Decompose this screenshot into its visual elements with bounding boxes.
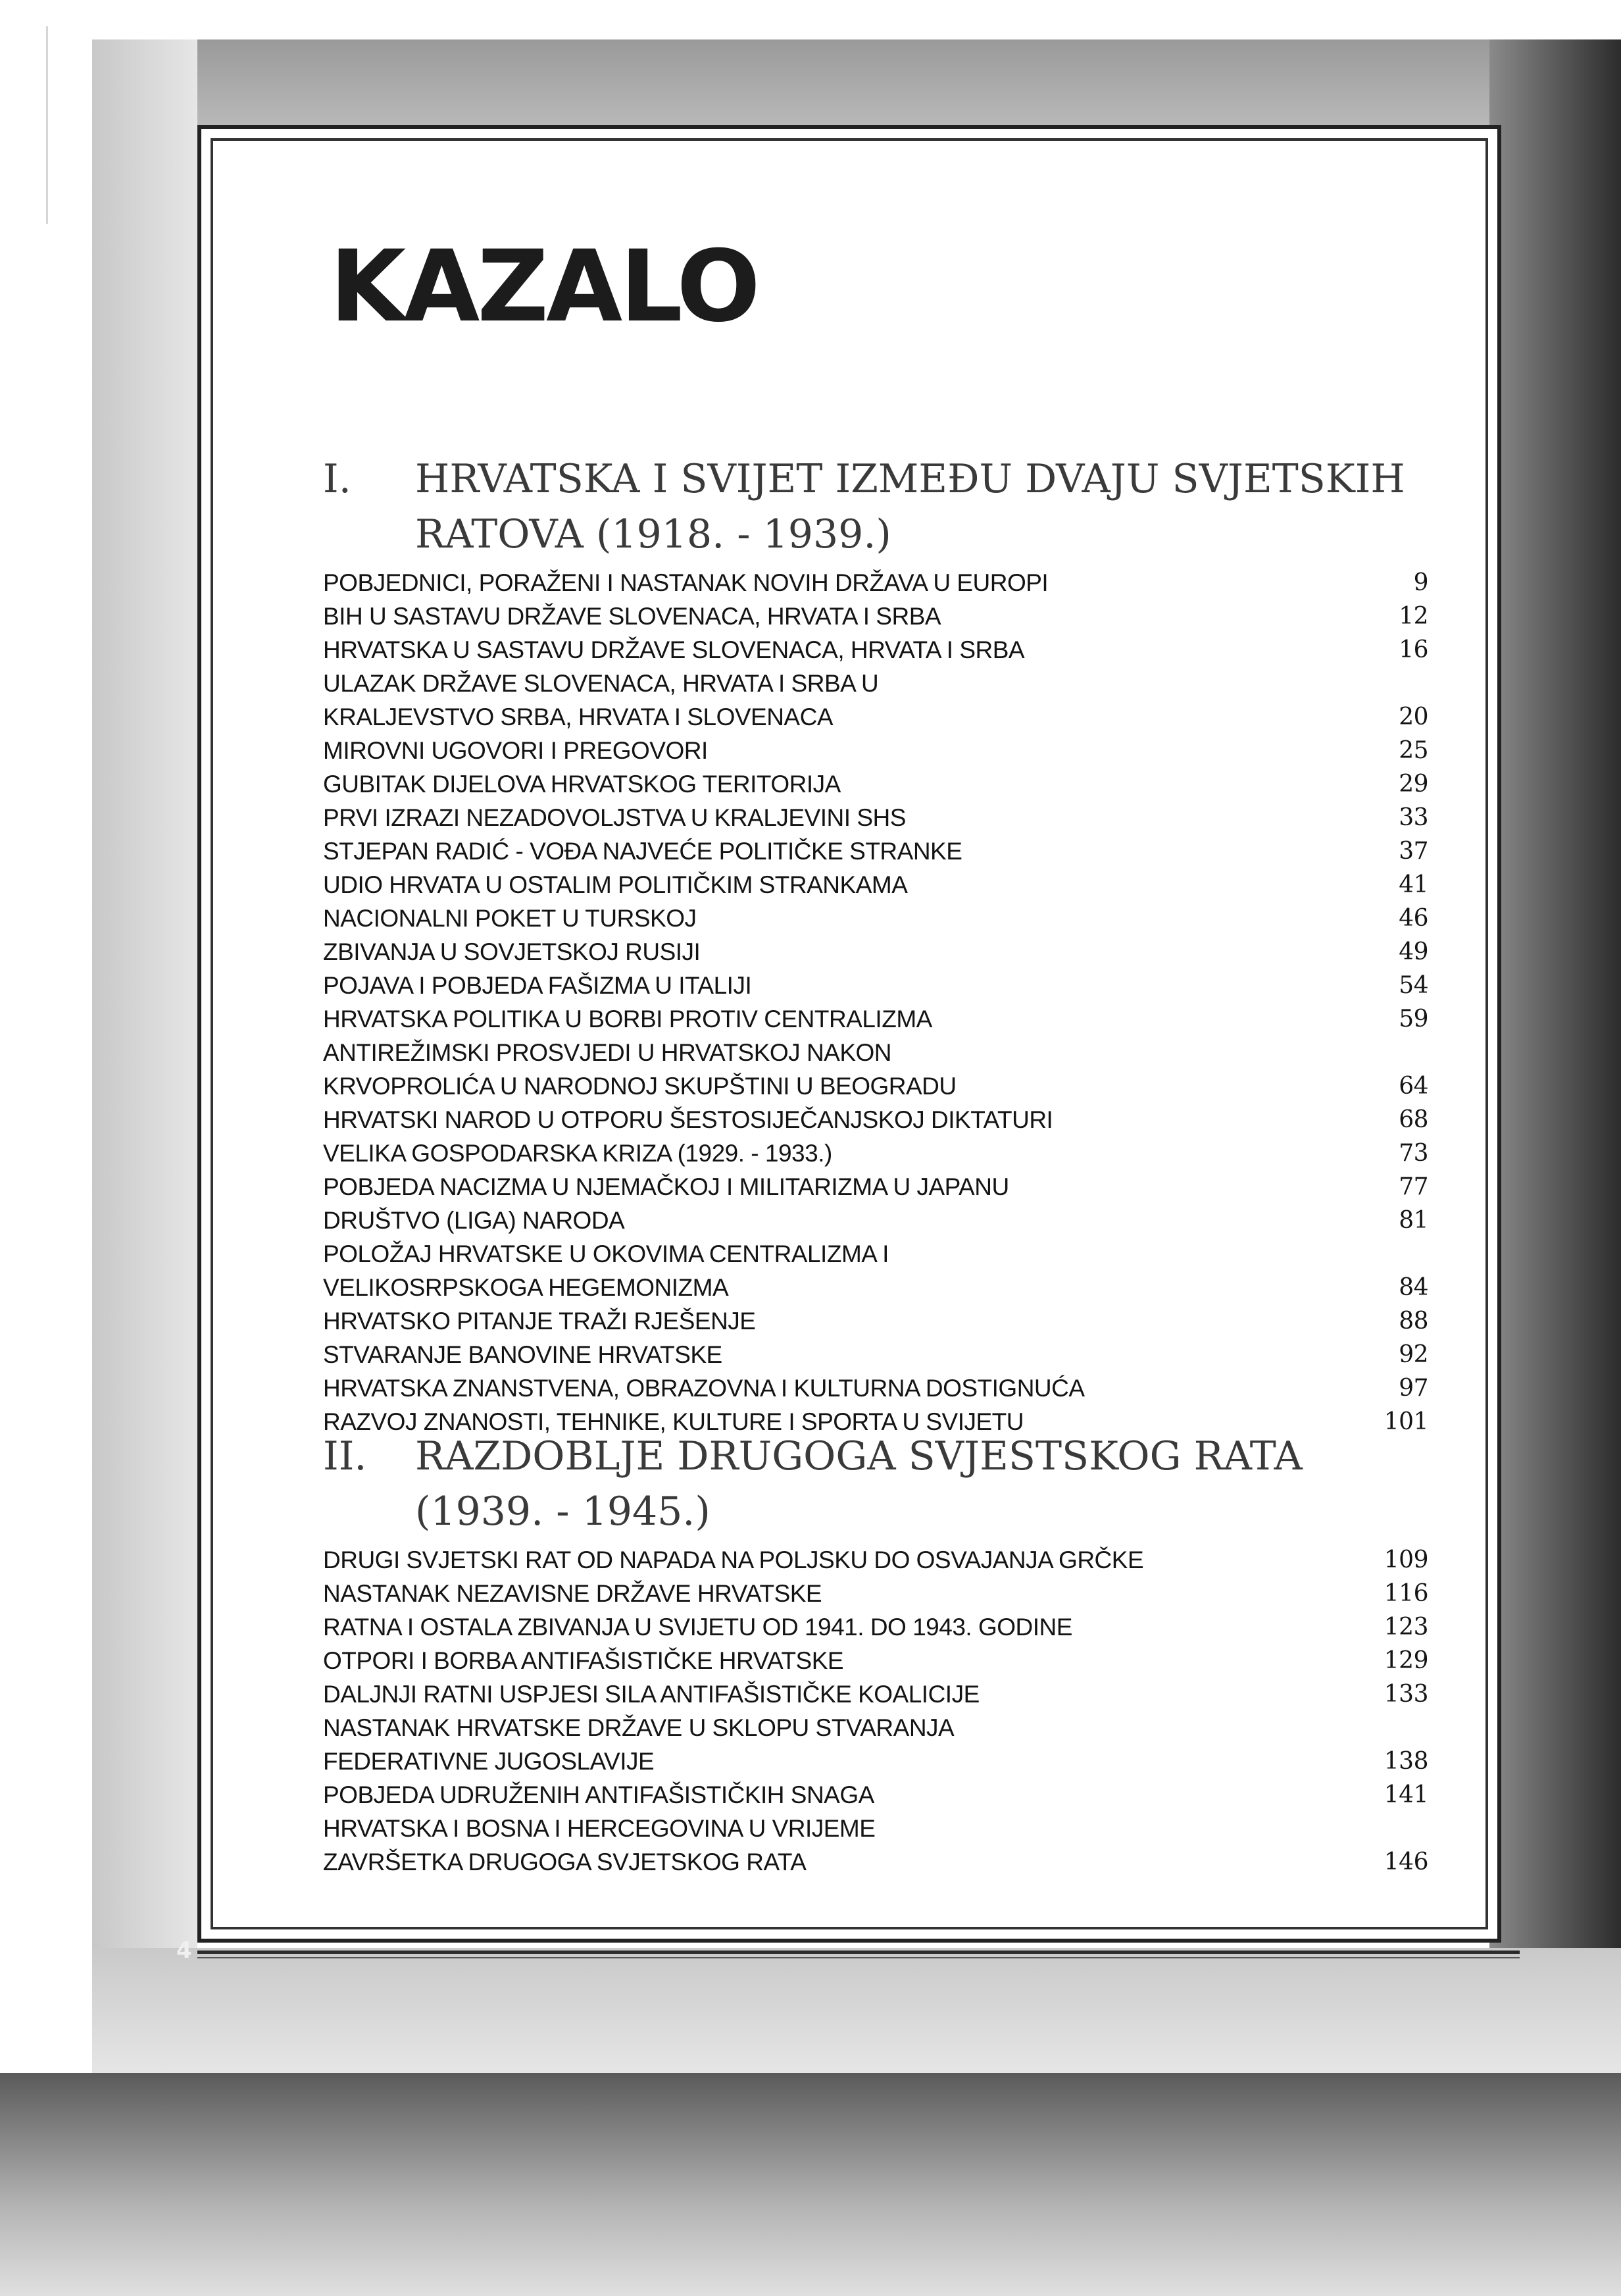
toc-entry-title: NASTANAK NEZAVISNE DRŽAVE HRVATSKE	[323, 1580, 822, 1607]
toc-entry-page: 116	[1384, 1580, 1428, 1607]
toc-entry-page: 12	[1399, 603, 1428, 630]
toc-entry	[323, 1170, 1428, 1204]
toc-entry-page: 73	[1399, 1140, 1428, 1167]
toc-entry	[323, 1002, 1428, 1036]
toc-entry-title: HRVATSKA I BOSNA I HERCEGOVINA U VRIJEME	[323, 1815, 876, 1842]
toc-entry-page: 49	[1399, 938, 1428, 965]
toc-entry-title: NASTANAK HRVATSKE DRŽAVE U SKLOPU STVARANJA	[323, 1714, 955, 1741]
toc-entry-title: VELIKA GOSPODARSKA KRIZA (1929. - 1933.)	[323, 1140, 832, 1167]
toc-entry-title: ANTIREŽIMSKI PROSVJEDI U HRVATSKOJ NAKON	[323, 1039, 892, 1066]
page-number: 4	[176, 1937, 192, 1964]
toc-entry-page: 33	[1399, 804, 1428, 831]
footer-rule-thin	[197, 1957, 1520, 1958]
toc-entry-page: 64	[1399, 1073, 1428, 1100]
section-number: I.	[323, 456, 351, 502]
toc-entry	[323, 1677, 1428, 1711]
toc-entry	[323, 1271, 1428, 1304]
toc-entry-page: 123	[1384, 1614, 1428, 1641]
toc-entry-title: STJEPAN RADIĆ - VOĐA NAJVEĆE POLITIČKE STRANKE	[323, 838, 962, 865]
toc-entry-page: 92	[1399, 1341, 1428, 1368]
toc-entry-title: DALJNJI RATNI USPJESI SILA ANTIFAŠISTIČKE KOALICIJE	[323, 1681, 980, 1708]
toc-entry	[323, 1136, 1428, 1170]
toc-entry	[323, 633, 1428, 667]
page-title: KAZALO	[330, 230, 758, 344]
toc-entry-page: 97	[1399, 1375, 1428, 1402]
toc-entry	[323, 600, 1428, 633]
toc-entry-title: POBJEDA UDRUŽENIH ANTIFAŠISTIČKIH SNAGA	[323, 1781, 874, 1808]
toc-entry-page: 16	[1399, 636, 1428, 663]
toc-entry	[323, 902, 1428, 935]
toc-entry	[323, 734, 1428, 767]
toc-entry	[323, 1778, 1428, 1812]
toc-entry-title: NACIONALNI POKET U TURSKOJ	[323, 905, 697, 932]
toc-entry-page: 88	[1399, 1308, 1428, 1335]
toc-entry-page: 68	[1399, 1106, 1428, 1133]
toc-entry	[323, 801, 1428, 834]
toc-entry	[323, 1036, 1428, 1069]
toc-entry-title: POLOŽAJ HRVATSKE U OKOVIMA CENTRALIZMA I	[323, 1240, 889, 1267]
scan-shadow-right	[1489, 39, 1621, 2079]
toc-section-2	[323, 1429, 1428, 1879]
toc-entry	[323, 1711, 1428, 1745]
toc-entry	[323, 1644, 1428, 1677]
toc-entry	[323, 1204, 1428, 1237]
toc-entry	[323, 1610, 1428, 1644]
toc-entry-page: 101	[1384, 1408, 1428, 1435]
toc-entry	[323, 1069, 1428, 1103]
toc-entry	[323, 834, 1428, 868]
toc-entry-page: 25	[1399, 737, 1428, 764]
toc-entry-title: POJAVA I POBJEDA FAŠIZMA U ITALIJI	[323, 972, 752, 999]
toc-entry-page: 138	[1384, 1748, 1428, 1775]
toc-list	[323, 1543, 1428, 1879]
toc-entry-title: ZBIVANJA U SOVJETSKOJ RUSIJI	[323, 938, 701, 965]
section-title: RAZDOBLJE DRUGOGA SVJESTSKOG RATA (1939. - 1945.)	[415, 1433, 1303, 1535]
scan-shadow-top	[92, 39, 1621, 138]
toc-entry	[323, 1338, 1428, 1371]
toc-entry	[323, 667, 1428, 700]
toc-entry-title: PRVI IZRAZI NEZADOVOLJSTVA U KRALJEVINI SHS	[323, 804, 906, 831]
toc-entry-title: POBJEDNICI, PORAŽENI I NASTANAK NOVIH DRŽAVA U EUROPI	[323, 569, 1049, 596]
toc-entry-title: STVARANJE BANOVINE HRVATSKE	[323, 1341, 722, 1368]
toc-entry-title: HRVATSKI NAROD U OTPORU ŠESTOSIJEČANJSKOJ DIKTATURI	[323, 1106, 1053, 1133]
toc-entry	[323, 969, 1428, 1002]
toc-entry	[323, 566, 1428, 600]
toc-entry-page: 20	[1399, 703, 1428, 730]
section-number: II.	[323, 1433, 367, 1479]
scan-shadow-bottom-band	[92, 1948, 1621, 2079]
toc-entry	[323, 767, 1428, 801]
toc-entry-title: ULAZAK DRŽAVE SLOVENACA, HRVATA I SRBA U	[323, 670, 879, 697]
toc-entry-title: HRVATSKO PITANJE TRAŽI RJEŠENJE	[323, 1308, 756, 1335]
toc-entry-page: 29	[1399, 771, 1428, 798]
toc-entry-title: FEDERATIVNE JUGOSLAVIJE	[323, 1748, 655, 1775]
toc-entry-title: HRVATSKA ZNANSTVENA, OBRAZOVNA I KULTURNA DOSTIGNUĆA	[323, 1375, 1085, 1402]
toc-entry-page: 9	[1413, 569, 1428, 596]
toc-entry-title: ZAVRŠETKA DRUGOGA SVJETSKOG RATA	[323, 1849, 807, 1875]
toc-entry-title: KRALJEVSTVO SRBA, HRVATA I SLOVENACA	[323, 703, 834, 730]
toc-entry-page: 41	[1399, 871, 1428, 898]
toc-entry	[323, 1577, 1428, 1610]
toc-entry	[323, 1103, 1428, 1136]
toc-entry	[323, 935, 1428, 969]
toc-entry-title: RATNA I OSTALA ZBIVANJA U SVIJETU OD 1941. DO 1943. GODINE	[323, 1614, 1072, 1641]
toc-entry-page: 133	[1384, 1681, 1428, 1708]
toc-entry-page: 59	[1399, 1006, 1428, 1033]
toc-entry	[323, 1845, 1428, 1879]
toc-section-1	[323, 451, 1428, 1439]
toc-entry-title: RAZVOJ ZNANOSTI, TEHNIKE, KULTURE I SPORTA U SVIJETU	[323, 1408, 1024, 1435]
toc-entry	[323, 1237, 1428, 1271]
scan-edge-line	[46, 26, 48, 224]
toc-entry-title: KRVOPROLIĆA U NARODNOJ SKUPŠTINI U BEOGRADU	[323, 1073, 957, 1100]
toc-entry	[323, 1745, 1428, 1778]
toc-entry	[323, 700, 1428, 734]
toc-entry-title: HRVATSKA POLITIKA U BORBI PROTIV CENTRALIZMA	[323, 1006, 932, 1033]
section-heading	[323, 451, 1428, 562]
toc-entry-page: 146	[1384, 1849, 1428, 1875]
toc-entry-title: BIH U SASTAVU DRŽAVE SLOVENACA, HRVATA I SRBA	[323, 603, 941, 630]
toc-entry-page: 141	[1384, 1781, 1428, 1808]
book-page	[197, 125, 1501, 1943]
toc-entry-title: VELIKOSRPSKOGA HEGEMONIZMA	[323, 1274, 729, 1301]
toc-entry-title: MIROVNI UGOVORI I PREGOVORI	[323, 737, 708, 764]
toc-entry-title: HRVATSKA U SASTAVU DRŽAVE SLOVENACA, HRVATA I SRBA	[323, 636, 1025, 663]
toc-entry-page: 84	[1399, 1274, 1428, 1301]
toc-entry-title: GUBITAK DIJELOVA HRVATSKOG TERITORIJA	[323, 771, 841, 798]
toc-entry-page: 54	[1399, 972, 1428, 999]
toc-entry-page: 109	[1384, 1546, 1428, 1573]
toc-entry-title: POBJEDA NACIZMA U NJEMAČKOJ I MILITARIZMA U JAPANU	[323, 1173, 1009, 1200]
toc-entry-title: UDIO HRVATA U OSTALIM POLITIČKIM STRANKAMA	[323, 871, 908, 898]
toc-list	[323, 566, 1428, 1439]
toc-entry-page: 46	[1399, 905, 1428, 932]
toc-entry-page: 37	[1399, 838, 1428, 865]
toc-entry-title: DRUŠTVO (LIGA) NARODA	[323, 1207, 625, 1234]
toc-entry-title: DRUGI SVJETSKI RAT OD NAPADA NA POLJSKU DO OSVAJANJA GRČKE	[323, 1546, 1144, 1573]
toc-entry	[323, 1543, 1428, 1577]
toc-entry-page: 77	[1399, 1173, 1428, 1200]
scan-shadow-left	[92, 39, 197, 2079]
footer-rule	[197, 1951, 1520, 1954]
toc-entry-page: 129	[1384, 1647, 1428, 1674]
toc-entry	[323, 1371, 1428, 1405]
section-title: HRVATSKA I SVIJET IZMEĐU DVAJU SVJETSKIH RATOVA (1918. - 1939.)	[415, 456, 1405, 557]
toc-entry	[323, 868, 1428, 902]
toc-entry-page: 81	[1399, 1207, 1428, 1234]
toc-entry	[323, 1304, 1428, 1338]
toc-entry	[323, 1812, 1428, 1845]
scan-shadow-bottom	[0, 2073, 1621, 2296]
toc-entry-title: OTPORI I BORBA ANTIFAŠISTIČKE HRVATSKE	[323, 1647, 844, 1674]
section-heading	[323, 1429, 1428, 1539]
